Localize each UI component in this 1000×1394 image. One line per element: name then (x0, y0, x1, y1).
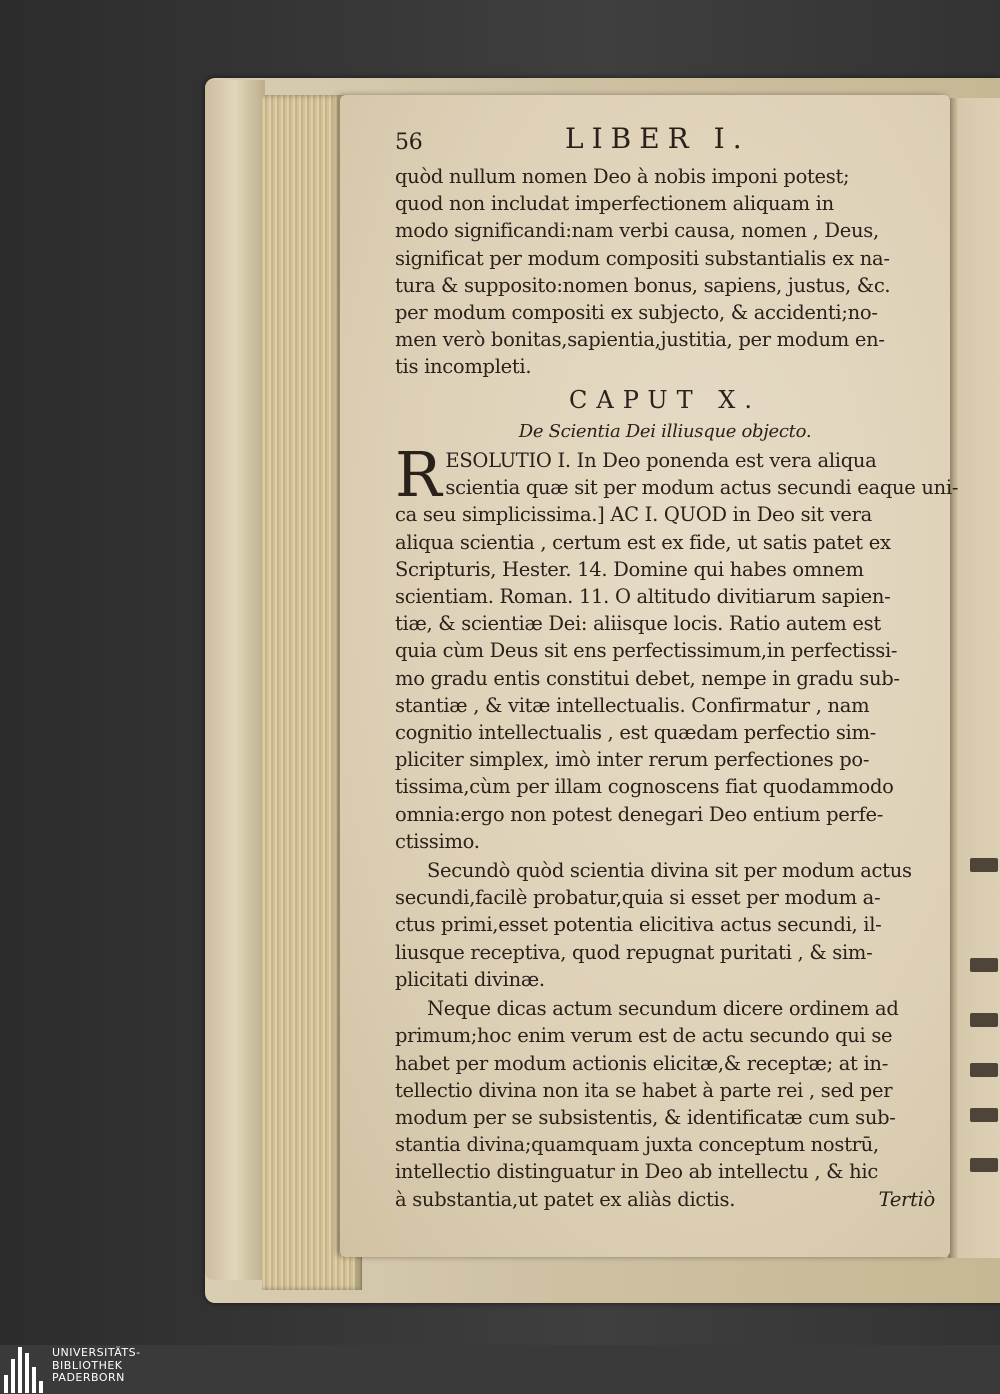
book-spine (205, 80, 265, 1280)
text-line: intellectio distinguatur in Deo ab intellectu , & hic (395, 1160, 878, 1184)
catchword: Tertiò (878, 1187, 935, 1211)
text-line: quod non includat imperfectionem aliquam in (395, 192, 834, 216)
secundo-paragraph (395, 857, 935, 993)
text-line: modo significandi:nam verbi causa, nomen , Deus, (395, 219, 879, 243)
text-line: tura & supposito:nomen bonus, sapiens, justus, &c. (395, 273, 891, 297)
text-line: Secundò quòd scientia divina sit per modum actus (427, 859, 912, 883)
text-line: pliciter simplex, imò inter rerum perfectiones po- (395, 748, 870, 772)
text-line: scientia quæ sit per modum actus secundi eaque uni- (445, 476, 959, 500)
text-line: omnia:ergo non potest denegari Deo entium perfe- (395, 802, 884, 826)
text-line: primum;hoc enim verum est de actu secundo qui se (395, 1024, 893, 1048)
drop-cap: R (395, 438, 442, 512)
facing-page-letter (970, 1108, 998, 1122)
text-line: Neque dicas actum secundum dicere ordinem ad (427, 997, 899, 1021)
text-line: mo gradu entis constitui debet, nempe in gradu sub- (395, 666, 900, 690)
text-line: tissima,cùm per illam cognoscens fiat quodammodo (395, 775, 894, 799)
running-head (395, 122, 935, 163)
footer-bar (0, 1345, 1000, 1394)
text-line: modum per se subsistentis, & identificatæ cum sub- (395, 1105, 896, 1129)
facing-page-letter (970, 858, 998, 872)
neque-paragraph (395, 995, 935, 1185)
facing-page-letter (970, 958, 998, 972)
intro-paragraph (395, 163, 935, 381)
closing-line: à substantia,ut patet ex aliàs dictis. (395, 1187, 736, 1211)
text-line: cognitio intellectualis , est quædam perfectio sim- (395, 721, 876, 745)
text-line: scientiam. Roman. 11. O altitudo divitiarum sapien- (395, 585, 891, 609)
text-line: ca seu simplicissima.] AC I. QUOD in Deo sit vera (395, 503, 872, 527)
text-line: ESOLUTIO I. In Deo ponenda est vera aliqua (445, 449, 877, 473)
facing-page-edge (948, 98, 1000, 1258)
text-line: stantia divina;quamquam juxta conceptum nostrū, (395, 1133, 879, 1157)
text-line: aliqua scientia , certum est ex fide, ut satis patet ex (395, 530, 891, 554)
page-number: 56 (395, 130, 423, 155)
resolutio-paragraph (395, 438, 959, 855)
text-line: stantiæ , & vitæ intellectualis. Confirmatur , nam (395, 693, 870, 717)
facing-page-letter (970, 1063, 998, 1077)
text-line: plicitati divinæ. (395, 967, 545, 991)
text-line: secundi,facilè probatur,quia si esset per modum a- (395, 886, 881, 910)
facing-page-letter (970, 1158, 998, 1172)
text-line: habet per modum actionis elicitæ,& receptæ; at in- (395, 1051, 888, 1075)
page-text (395, 122, 959, 1213)
text-line: men verò bonitas,sapientia,justitia, per modum en- (395, 328, 885, 352)
running-title: LIBER I. (565, 122, 750, 155)
text-line: significat per modum compositi substantialis ex na- (395, 246, 890, 270)
text-line: Scripturis, Hester. 14. Domine qui habes omnem (395, 557, 864, 581)
text-line: ctus primi,esset potentia elicitiva actus secundi, il- (395, 913, 882, 937)
text-line: ctissimo. (395, 829, 480, 853)
library-logo-text: UNIVERSITÄTS- BIBLIOTHEK PADERBORN (52, 1346, 141, 1384)
library-logo-icon (2, 1347, 46, 1393)
text-line: tellectio divina non ita se habet à parte rei , sed per (395, 1078, 893, 1102)
chapter-subtitle: De Scientia Dei illiusque objecto. (518, 420, 812, 442)
last-line (395, 1186, 935, 1213)
facing-page-letter (970, 1013, 998, 1027)
text-line: tiæ, & scientiæ Dei: aliisque locis. Ratio autem est (395, 612, 881, 636)
text-line: quia cùm Deus sit ens perfectissimum,in perfectissi- (395, 639, 898, 663)
text-line: liusque receptiva, quod repugnat puritati , & sim- (395, 940, 873, 964)
text-line: tis incompleti. (395, 355, 532, 379)
chapter-heading: CAPUT X. (569, 385, 761, 414)
text-line: per modum compositi ex subjecto, & accidenti;no- (395, 301, 878, 325)
text-line: quòd nullum nomen Deo à nobis imponi potest; (395, 165, 850, 188)
